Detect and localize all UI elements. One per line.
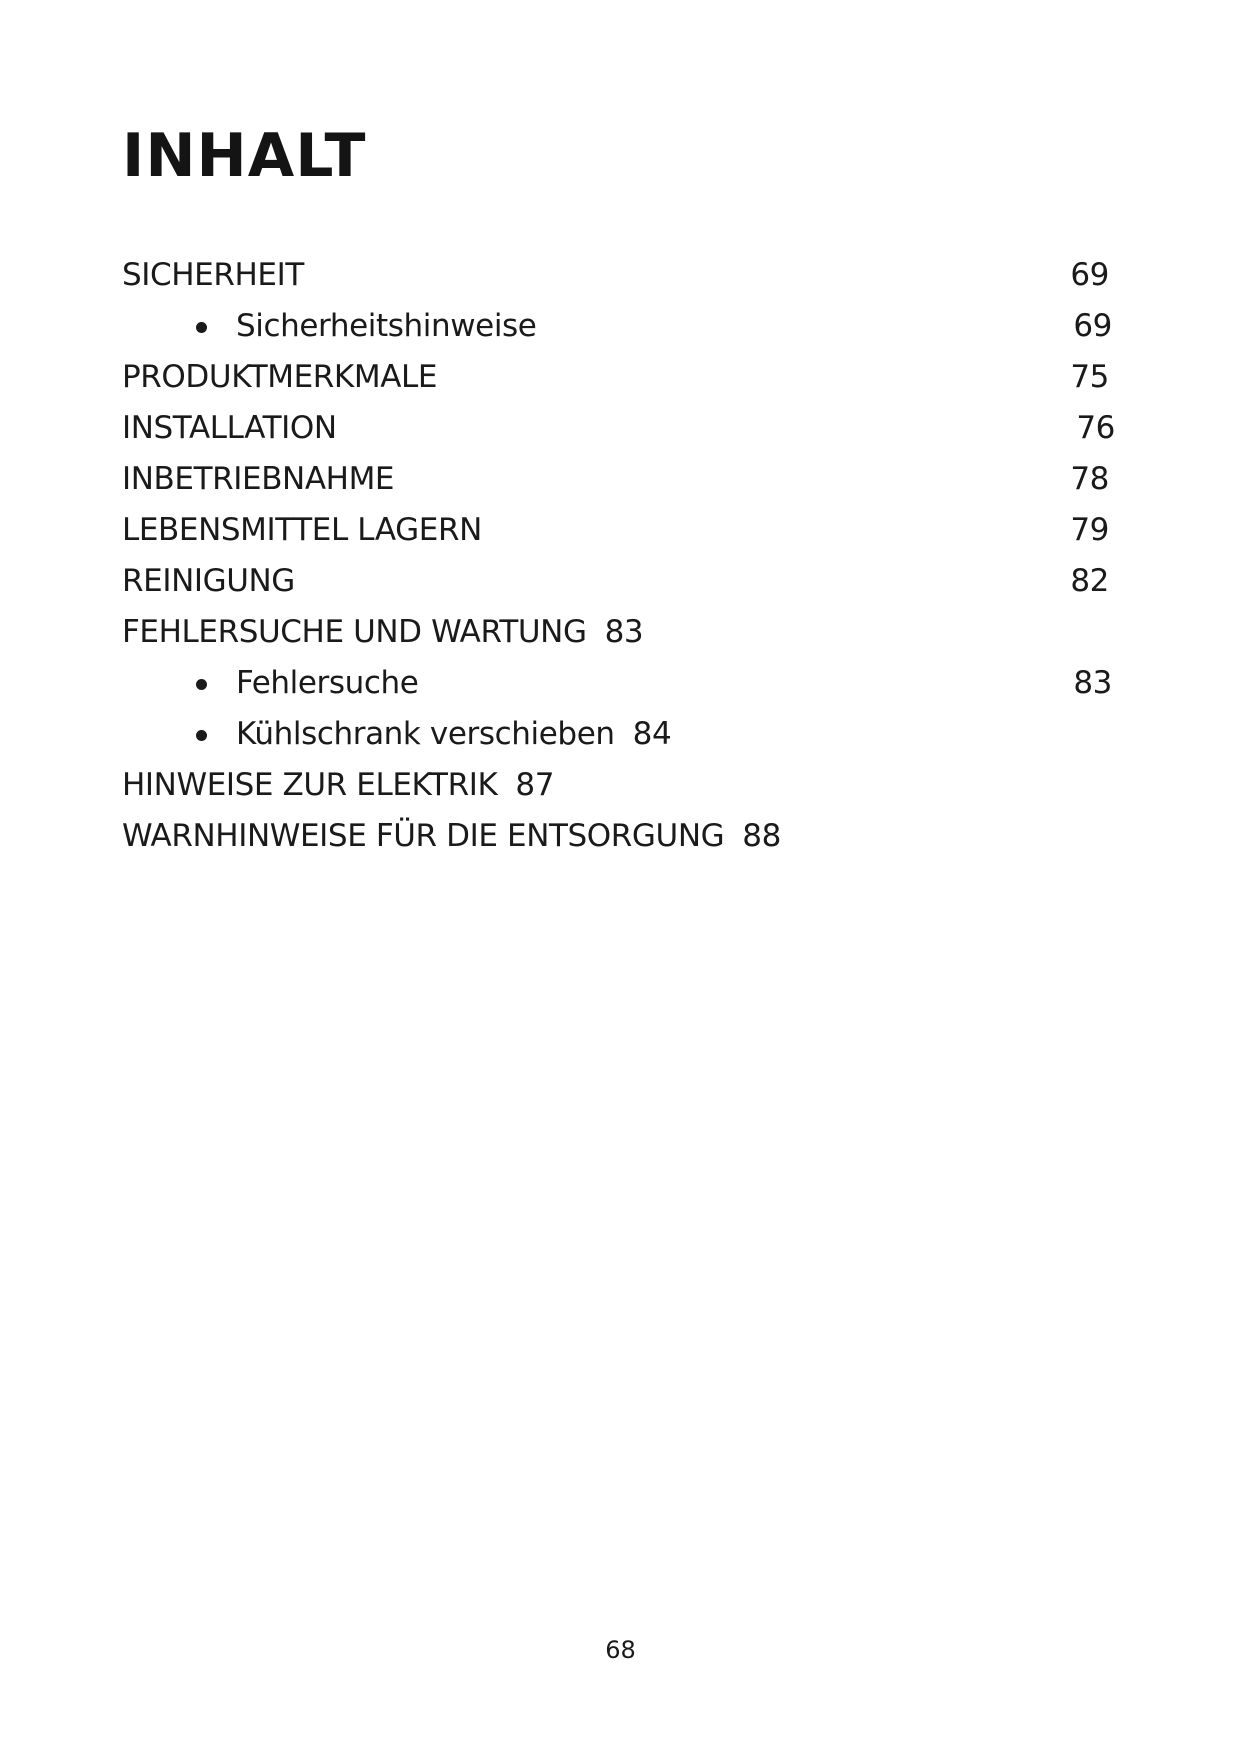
- toc-label: HINWEISE ZUR ELEKTRIK 87: [122, 767, 555, 803]
- toc-label: WARNHINWEISE FÜR DIE ENTSORGUNG 88: [122, 818, 781, 854]
- toc-label: Kühlschrank verschieben 84: [236, 716, 672, 752]
- toc-entry-lebensmittel-lagern[interactable]: [122, 505, 1122, 556]
- toc-label: PRODUKTMERKMALE: [122, 359, 438, 395]
- toc-label: Sicherheitshinweise: [236, 308, 537, 344]
- toc-entry-installation[interactable]: [122, 403, 1122, 454]
- toc-page-number: 75: [1070, 359, 1109, 395]
- bullet-icon: [196, 730, 207, 741]
- toc-entry-reinigung[interactable]: [122, 556, 1122, 607]
- toc-page-number: 88: [742, 818, 781, 854]
- toc-page-number: 78: [1070, 461, 1109, 497]
- page-number: 68: [605, 1636, 636, 1664]
- toc-page-number: 79: [1070, 512, 1109, 548]
- toc-entry-kuehlschrank-verschieben[interactable]: [122, 709, 1122, 760]
- toc-page-number: 87: [515, 767, 555, 803]
- toc-entry-hinweise-zur-elektrik[interactable]: [122, 760, 1122, 811]
- toc-label: LEBENSMITTEL LAGERN: [122, 512, 482, 548]
- bullet-icon: [196, 322, 207, 333]
- toc-label: INBETRIEBNAHME: [122, 461, 395, 497]
- toc-entry-fehlersuche[interactable]: [122, 658, 1122, 709]
- toc-page-number: 82: [1070, 563, 1109, 599]
- page-title: INHALT: [122, 121, 367, 191]
- toc-page-number: 84: [632, 716, 672, 752]
- toc-entry-sicherheit[interactable]: [122, 250, 1122, 301]
- toc-label: REINIGUNG: [122, 563, 295, 599]
- toc-entry-warnhinweise-entsorgung[interactable]: [122, 811, 1122, 862]
- toc-entry-sicherheitshinweise[interactable]: [122, 301, 1122, 352]
- toc-label: INSTALLATION: [122, 410, 337, 446]
- toc-label: SICHERHEIT: [122, 257, 304, 293]
- toc-page-number: 83: [604, 614, 644, 650]
- toc-entry-fehlersuche-und-wartung[interactable]: [122, 607, 1122, 658]
- toc-page-number: 69: [1070, 257, 1109, 293]
- bullet-icon: [196, 679, 207, 690]
- toc-label: FEHLERSUCHE UND WARTUNG 83: [122, 614, 644, 650]
- toc-entry-inbetriebnahme[interactable]: [122, 454, 1122, 505]
- toc-page-number: 69: [1073, 308, 1112, 344]
- toc-label: Fehlersuche: [236, 665, 419, 701]
- toc-page-number: 83: [1073, 665, 1112, 701]
- toc-page-number: 76: [1076, 410, 1115, 446]
- toc-entry-produktmerkmale[interactable]: [122, 352, 1122, 403]
